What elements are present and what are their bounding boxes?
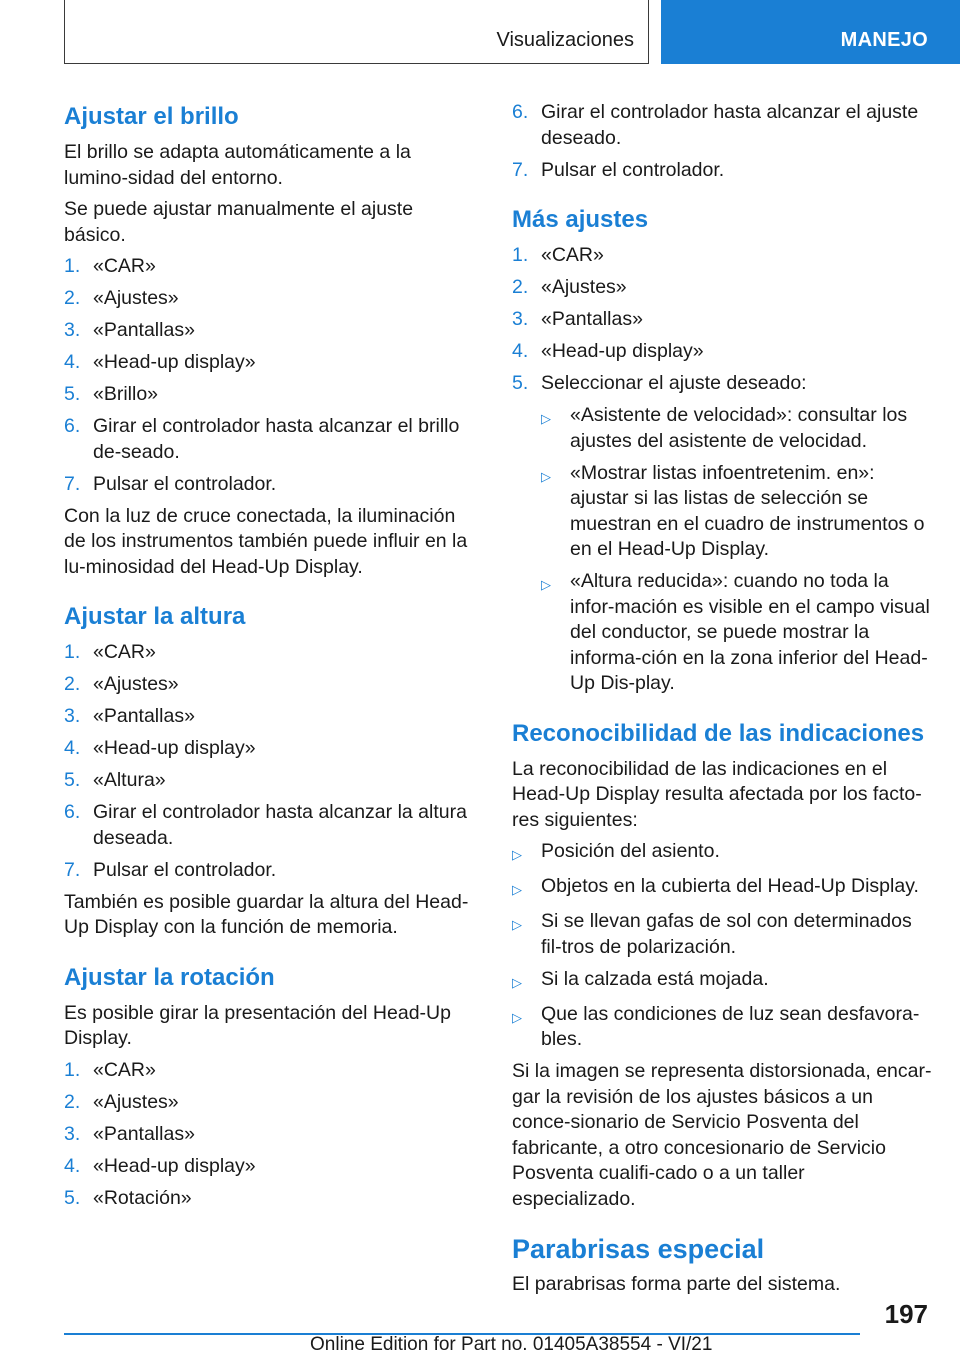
bullet-list (541, 403, 932, 697)
step-text: Girar el controlador hasta alcanzar el brillo de‐seado. (93, 415, 460, 463)
list-item (512, 371, 932, 397)
step-number: 1. (64, 255, 81, 277)
heading-brillo: Ajustar el brillo (64, 103, 239, 130)
triangle-bullet-icon: ▷ (512, 1009, 522, 1025)
paragraph: Se puede ajustar manualmente el ajuste básico. (64, 198, 414, 246)
left-column (64, 100, 480, 1231)
step-number: 2. (64, 673, 81, 695)
paragraph: El parabrisas forma parte del sistema. (512, 1273, 841, 1295)
list-item (64, 800, 480, 851)
steps-list (512, 100, 932, 183)
list-item (64, 768, 480, 794)
step-number: 2. (512, 276, 529, 298)
list-item (64, 1058, 480, 1084)
paragraph: El brillo se adapta automáticamente a la lumino‐sidad del entorno. (64, 141, 411, 189)
list-item (541, 403, 932, 454)
step-text: Pulsar el controlador. (93, 472, 277, 495)
list-item (64, 1154, 480, 1180)
triangle-bullet-icon: ▷ (512, 882, 522, 897)
step-text: «Ajustes» (541, 276, 627, 298)
steps-list (64, 254, 480, 497)
list-item (64, 1090, 480, 1116)
step-text: «Pantallas» (93, 1122, 195, 1145)
list-item (512, 275, 932, 301)
list-item (512, 307, 932, 333)
step-text: «Head-up display» (93, 351, 256, 373)
step-text: «Ajustes» (93, 287, 179, 309)
page-number: 197 (884, 1299, 928, 1329)
step-text: Girar el controlador hasta alcanzar el ajuste deseado. (541, 101, 919, 149)
section-brillo (64, 100, 480, 580)
list-item (64, 1186, 480, 1212)
section-altura (64, 600, 480, 941)
list-item (64, 640, 480, 666)
list-item (64, 704, 480, 730)
list-item (512, 339, 932, 365)
list-item (541, 569, 932, 697)
step-text: «Pantallas» (93, 319, 195, 341)
bullet-text: Si la calzada está mojada. (541, 967, 769, 990)
paragraph: Si la imagen se representa distorsionada, encar‐gar la revisión de los ajustes básicos a un conce‐sionario de Servicio Posventa del fabricante, a otro concesionario de Servicio Posventa cualifi‐cado o a un taller especializado. (512, 1060, 932, 1210)
list-item (64, 254, 480, 280)
bullet-text: «Asistente de velocidad»: consultar los ajustes del asistente de velocidad. (570, 404, 908, 452)
list-item (64, 472, 480, 498)
step-text: «Head-up display» (93, 1154, 256, 1177)
heading-mas-ajustes: Más ajustes (512, 206, 649, 233)
section-rotacion (64, 961, 480, 1212)
triangle-bullet-icon: ▷ (512, 974, 522, 990)
list-item (64, 350, 480, 376)
list-item (64, 858, 480, 884)
bullet-text: Objetos en la cubierta del Head-Up Display. (541, 875, 919, 897)
bullet-text: Posición del asiento. (541, 840, 720, 862)
section-tab (64, 0, 649, 64)
step-text: «CAR» (541, 244, 604, 266)
list-item (64, 414, 480, 465)
list-item (512, 839, 932, 868)
triangle-bullet-icon: ▷ (541, 468, 551, 484)
list-item (512, 1002, 932, 1053)
step-number: 4. (64, 737, 81, 759)
chapter-title: MANEJO (840, 29, 928, 51)
list-item (512, 243, 932, 269)
step-number: 6. (512, 101, 529, 123)
step-text: Pulsar el controlador. (93, 858, 277, 881)
step-number: 6. (64, 801, 81, 823)
step-text: «CAR» (93, 255, 156, 277)
list-item (512, 967, 932, 996)
step-text: «Head-up display» (93, 737, 256, 759)
paragraph: También es posible guardar la altura del Head-Up Display con la función de memoria. (64, 890, 469, 938)
step-number: 6. (64, 415, 81, 437)
steps-list (64, 640, 480, 883)
heading-parabrisas: Parabrisas especial (512, 1234, 765, 1264)
step-text: «Altura» (93, 769, 166, 791)
step-number: 3. (64, 705, 81, 727)
step-number: 2. (64, 1090, 81, 1113)
list-item (64, 382, 480, 408)
list-item (512, 909, 932, 960)
bullet-list (512, 839, 932, 1053)
list-item (64, 672, 480, 698)
bullet-text: Si se llevan gafas de sol con determinados fil‐tros de polarización. (541, 910, 912, 958)
step-number: 7. (64, 858, 81, 881)
step-number: 3. (512, 308, 529, 330)
section-title: Visualizaciones (496, 29, 634, 51)
list-item (512, 158, 932, 184)
paragraph: Con la luz de cruce conectada, la iluminación de los instrumentos también puede influir en la lu‐minosidad del Head-Up Display. (64, 504, 468, 578)
step-text: «Ajustes» (93, 1090, 179, 1113)
heading-altura: Ajustar la altura (64, 603, 246, 630)
bullet-text: Que las condiciones de luz sean desfavora‐bles. (541, 1002, 920, 1050)
step-number: 5. (64, 769, 81, 791)
step-text: «Head-up display» (541, 340, 704, 362)
step-text: «CAR» (93, 1058, 156, 1081)
paragraph: La reconocibilidad de las indicaciones en el Head-Up Display resulta afectada por los facto‐res siguientes: (512, 757, 922, 831)
edition-note: Online Edition for Part no. 01405A38554 - VI/21 (310, 1334, 713, 1355)
heading-rotacion: Ajustar la rotación (64, 963, 275, 991)
step-text: «Brillo» (93, 383, 159, 405)
list-item (541, 461, 932, 563)
step-text: Seleccionar el ajuste deseado: (541, 372, 807, 394)
heading-reconocibilidad: Reconocibilidad de las indicaciones (512, 719, 925, 747)
step-text: Girar el controlador hasta alcanzar la altura deseada. (93, 801, 467, 849)
step-number: 1. (512, 244, 529, 266)
step-text: «Pantallas» (93, 705, 195, 727)
right-column (512, 100, 932, 1318)
step-text: «Pantallas» (541, 308, 643, 330)
step-number: 4. (64, 351, 81, 373)
triangle-bullet-icon: ▷ (512, 847, 522, 862)
bullet-text: «Mostrar listas infoentretenim. en»: ajustar si las listas de selección se muestran en el cuadro de instrumentos o en el Head-Up Display. (570, 461, 925, 560)
triangle-bullet-icon: ▷ (541, 577, 551, 592)
step-text: Pulsar el controlador. (541, 158, 725, 181)
step-number: 5. (512, 372, 529, 394)
list-item (64, 318, 480, 344)
list-item (512, 100, 932, 151)
section-rotacion-cont (512, 100, 932, 183)
section-mas-ajustes (512, 203, 932, 697)
list-item (512, 874, 932, 903)
step-number: 2. (64, 287, 81, 309)
section-parabrisas (512, 1232, 932, 1298)
step-number: 4. (64, 1154, 81, 1177)
step-number: 3. (64, 319, 81, 341)
step-text: «CAR» (93, 641, 156, 663)
paragraph: Es posible girar la presentación del Head-Up Display. (64, 1001, 451, 1049)
steps-list (64, 1058, 480, 1212)
triangle-bullet-icon: ▷ (512, 917, 522, 932)
section-reconocibilidad (512, 717, 932, 1213)
step-number: 5. (64, 383, 81, 405)
step-number: 1. (64, 641, 81, 663)
list-item (64, 736, 480, 762)
step-text: «Ajustes» (93, 673, 179, 695)
list-item (64, 286, 480, 312)
page-header (0, 0, 960, 66)
list-item (64, 1122, 480, 1148)
step-number: 4. (512, 340, 529, 362)
steps-list (512, 243, 932, 397)
step-number: 5. (64, 1186, 81, 1209)
bullet-text: «Altura reducida»: cuando no toda la infor‐mación es visible en el campo visual del conductor, se puede mostrar la informa‐ción en la zona inferior del Head-Up Dis‐play. (570, 570, 930, 694)
step-text: «Rotación» (93, 1186, 192, 1209)
step-number: 3. (64, 1122, 81, 1145)
step-number: 7. (64, 472, 81, 495)
chapter-tab (661, 0, 960, 64)
step-number: 1. (64, 1058, 81, 1081)
step-number: 7. (512, 158, 529, 181)
triangle-bullet-icon: ▷ (541, 411, 551, 426)
